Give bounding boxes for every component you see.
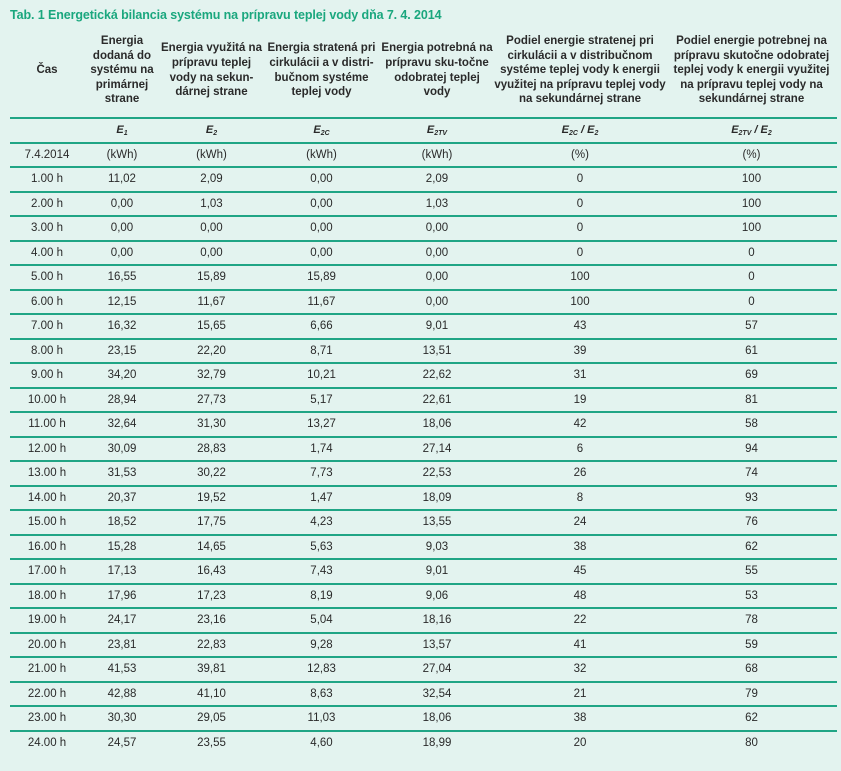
date-cell: 7.4.2014	[10, 143, 84, 168]
e2tv-cell: 13,55	[380, 510, 494, 535]
required-share-cell: 62	[666, 535, 837, 560]
e1-cell: 0,00	[84, 241, 160, 266]
loss-share-cell: 39	[494, 339, 666, 364]
e2-cell: 17,23	[160, 584, 263, 609]
time-cell: 6.00 h	[10, 290, 84, 315]
energy-balance-table	[10, 24, 837, 754]
e2-cell: 2,09	[160, 167, 263, 192]
required-share-cell: 100	[666, 192, 837, 217]
required-share-cell: 78	[666, 608, 837, 633]
e1-cell: 34,20	[84, 363, 160, 388]
table-row	[10, 388, 837, 413]
table-title: Tab. 1 Energetická bilancia systému na prípravu teplej vody dňa 7. 4. 2014	[10, 8, 442, 22]
time-cell: 17.00 h	[10, 559, 84, 584]
loss-share-cell: 41	[494, 633, 666, 658]
header-energy-lost: Energia stratená pri cirkulácii a v distri-bučnom systéme teplej vody	[263, 24, 380, 118]
e2-cell: 11,67	[160, 290, 263, 315]
time-cell: 13.00 h	[10, 461, 84, 486]
required-share-cell: 76	[666, 510, 837, 535]
symbol-cell	[84, 118, 160, 143]
required-share-cell: 0	[666, 265, 837, 290]
e2-cell: 23,16	[160, 608, 263, 633]
e2tv-cell: 22,61	[380, 388, 494, 413]
e2c-cell: 0,00	[263, 241, 380, 266]
loss-share-cell: 45	[494, 559, 666, 584]
e2-cell: 0,00	[160, 241, 263, 266]
e1-cell: 30,09	[84, 437, 160, 462]
required-share-cell: 100	[666, 167, 837, 192]
symbol-subscript: 2C	[568, 129, 578, 137]
loss-share-cell: 22	[494, 608, 666, 633]
symbol-subscript-denominator: 2	[767, 129, 772, 137]
e2-cell: 16,43	[160, 559, 263, 584]
header-time: Čas	[10, 24, 84, 118]
required-share-cell: 69	[666, 363, 837, 388]
e2tv-cell: 9,01	[380, 314, 494, 339]
e1-cell: 16,32	[84, 314, 160, 339]
e1-cell: 28,94	[84, 388, 160, 413]
e2c-cell: 15,89	[263, 265, 380, 290]
e1-cell: 15,28	[84, 535, 160, 560]
e2-cell: 19,52	[160, 486, 263, 511]
table-row	[10, 584, 837, 609]
symbol-main: E	[313, 123, 321, 136]
symbol-cell	[380, 118, 494, 143]
e2tv-cell: 0,00	[380, 241, 494, 266]
e2tv-cell: 18,06	[380, 706, 494, 731]
loss-share-cell: 0	[494, 241, 666, 266]
e1-cell: 11,02	[84, 167, 160, 192]
table-row	[10, 192, 837, 217]
time-cell: 24.00 h	[27, 736, 67, 749]
time-cell: 8.00 h	[10, 339, 84, 364]
e2-cell: 29,05	[160, 706, 263, 731]
table-row	[10, 412, 837, 437]
e2c-cell: 9,28	[263, 633, 380, 658]
loss-share-cell: 0	[494, 167, 666, 192]
unit-cell: (kWh)	[263, 143, 380, 168]
table-row	[10, 510, 837, 535]
required-share-cell: 53	[666, 584, 837, 609]
time-cell: 1.00 h	[10, 167, 84, 192]
header-energy-required: Energia potrebná na prípravu sku-točne odobratej teplej vody	[380, 24, 494, 118]
symbol-cell	[160, 118, 263, 143]
loss-share-cell: 48	[494, 584, 666, 609]
required-share-cell: 59	[666, 633, 837, 658]
symbol-cell	[263, 118, 380, 143]
unit-cell: (kWh)	[160, 143, 263, 168]
e2-cell: 41,10	[160, 682, 263, 707]
required-share-cell: 74	[666, 461, 837, 486]
table-row	[10, 682, 837, 707]
loss-share-cell: 6	[494, 437, 666, 462]
e2tv-cell: 18,16	[380, 608, 494, 633]
symbol-main: E	[731, 123, 739, 136]
symbol-main: E	[426, 123, 435, 136]
e2tv-cell: 13,51	[380, 339, 494, 364]
e2-cell: 22,20	[160, 339, 263, 364]
e2c-cell: 1,74	[263, 437, 380, 462]
e1-cell: 32,64	[84, 412, 160, 437]
e1-cell: 42,88	[84, 682, 160, 707]
header-loss-share: Podiel energie stratenej pri cirkulácii a v distribučnom systéme teplej vody k energii využitej na prípravu teplej vody na sekundárnej strane	[494, 24, 666, 118]
e1-cell: 18,52	[84, 510, 160, 535]
time-cell: 22.00 h	[10, 682, 84, 707]
e1-cell: 23,81	[84, 633, 160, 658]
table-row	[10, 633, 837, 658]
e2-cell: 30,22	[160, 461, 263, 486]
required-share-cell: 58	[666, 412, 837, 437]
time-cell: 15.00 h	[10, 510, 84, 535]
e2-cell: 27,73	[160, 388, 263, 413]
time-cell: 3.00 h	[10, 216, 84, 241]
table-row	[10, 167, 837, 192]
e2tv-cell: 2,09	[380, 167, 494, 192]
table-row	[10, 706, 837, 731]
table-row	[10, 241, 837, 266]
loss-share-cell: 38	[494, 706, 666, 731]
required-share-cell: 0	[666, 241, 837, 266]
time-cell: 16.00 h	[10, 535, 84, 560]
required-share-cell: 55	[666, 559, 837, 584]
symbol-main-denominator: E	[760, 123, 768, 136]
loss-share-cell: 42	[494, 412, 666, 437]
table-row	[10, 216, 837, 241]
loss-share-cell: 0	[494, 192, 666, 217]
loss-share-cell: 0	[494, 216, 666, 241]
e1-cell: 17,13	[84, 559, 160, 584]
required-share-cell: 0	[666, 290, 837, 315]
loss-share-cell: 100	[494, 290, 666, 315]
e2c-cell: 8,19	[263, 584, 380, 609]
table-row	[10, 559, 837, 584]
time-cell: 12.00 h	[10, 437, 84, 462]
e2c-cell: 5,04	[263, 608, 380, 633]
loss-share-cell: 43	[494, 314, 666, 339]
loss-share-cell: 31	[494, 363, 666, 388]
table-row	[10, 486, 837, 511]
symbol-subscript-denominator: 2	[594, 129, 599, 137]
e1-cell: 12,15	[84, 290, 160, 315]
time-cell: 5.00 h	[10, 265, 84, 290]
symbol-subscript: 2C	[320, 129, 330, 137]
e2-cell: 31,30	[160, 412, 263, 437]
e1-cell: 20,37	[84, 486, 160, 511]
time-cell: 2.00 h	[10, 192, 84, 217]
header-required-share: Podiel energie potrebnej na prípravu skutočne odobratej teplej vody k energii využitej na prípravu teplej vody na sekundárnej strane	[666, 24, 837, 118]
table-row	[10, 265, 837, 290]
header-row	[10, 24, 837, 118]
e1-cell: 24,17	[84, 608, 160, 633]
loss-share-cell: 32	[494, 657, 666, 682]
symbol-divider: /	[751, 123, 761, 136]
table-row	[10, 461, 837, 486]
loss-share-cell: 38	[494, 535, 666, 560]
time-cell: 7.00 h	[10, 314, 84, 339]
e2c-cell: 4,23	[263, 510, 380, 535]
table-row	[10, 437, 837, 462]
time-cell: 9.00 h	[10, 363, 84, 388]
required-share-cell: 100	[666, 216, 837, 241]
e2-cell: 14,65	[160, 535, 263, 560]
symbol-cell	[494, 118, 666, 143]
e1-cell: 17,96	[84, 584, 160, 609]
required-share-cell: 94	[666, 437, 837, 462]
loss-share-cell: 20	[573, 736, 587, 749]
e2c-cell: 5,17	[263, 388, 380, 413]
time-cell: 18.00 h	[10, 584, 84, 609]
time-cell: 4.00 h	[10, 241, 84, 266]
e2tv-cell: 9,03	[380, 535, 494, 560]
symbol-cell	[10, 118, 84, 143]
required-share-cell: 93	[666, 486, 837, 511]
e2tv-cell: 27,04	[380, 657, 494, 682]
e2c-cell: 6,66	[263, 314, 380, 339]
e2c-cell: 11,03	[263, 706, 380, 731]
required-share-cell: 57	[666, 314, 837, 339]
table-row	[10, 657, 837, 682]
symbol-main: E	[205, 123, 214, 136]
table-row	[10, 363, 837, 388]
e2-cell: 0,00	[160, 216, 263, 241]
e2tv-cell: 1,03	[380, 192, 494, 217]
table-row	[10, 290, 837, 315]
time-cell: 10.00 h	[10, 388, 84, 413]
e2c-cell: 1,47	[263, 486, 380, 511]
e2c-cell: 10,21	[263, 363, 380, 388]
loss-share-cell: 24	[494, 510, 666, 535]
e2c-cell: 11,67	[263, 290, 380, 315]
e2c-cell: 4,60	[310, 736, 333, 749]
unit-cell: (%)	[666, 143, 837, 168]
required-share-cell: 80	[745, 736, 758, 749]
e2tv-cell: 0,00	[380, 265, 494, 290]
e1-cell: 16,55	[84, 265, 160, 290]
loss-share-cell: 19	[494, 388, 666, 413]
e2-cell: 39,81	[160, 657, 263, 682]
header-energy-used: Energia využitá na prípravu teplej vody na sekun-dárnej strane	[160, 24, 263, 118]
symbol-subscript: 2TV	[738, 129, 752, 137]
table-row	[10, 535, 837, 560]
e2-cell: 17,75	[160, 510, 263, 535]
e2-cell: 15,65	[160, 314, 263, 339]
required-share-cell: 81	[666, 388, 837, 413]
symbol-subscript: 1	[123, 129, 128, 137]
symbol-main-denominator: E	[587, 123, 595, 136]
e2tv-cell: 18,99	[422, 736, 452, 749]
e2c-cell: 0,00	[263, 216, 380, 241]
e2c-cell: 5,63	[263, 535, 380, 560]
time-cell: 14.00 h	[10, 486, 84, 511]
time-cell: 19.00 h	[10, 608, 84, 633]
symbol-divider: /	[577, 123, 588, 136]
e2-cell: 15,89	[160, 265, 263, 290]
e1-cell: 31,53	[84, 461, 160, 486]
loss-share-cell: 21	[494, 682, 666, 707]
e2c-cell: 8,63	[263, 682, 380, 707]
e2tv-cell: 0,00	[380, 216, 494, 241]
e2c-cell: 8,71	[263, 339, 380, 364]
e1-cell: 41,53	[84, 657, 160, 682]
time-cell: 20.00 h	[10, 633, 84, 658]
e1-cell: 23,15	[84, 339, 160, 364]
loss-share-cell: 100	[494, 265, 666, 290]
required-share-cell: 61	[666, 339, 837, 364]
time-cell: 23.00 h	[10, 706, 84, 731]
table-row	[10, 608, 837, 633]
e2-cell: 32,79	[160, 363, 263, 388]
unit-cell: (kWh)	[380, 143, 494, 168]
e2tv-cell: 18,06	[380, 412, 494, 437]
header-energy-supplied: Energia dodaná do systému na primárnej strane	[84, 24, 160, 118]
e2c-cell: 0,00	[263, 167, 380, 192]
e2tv-cell: 9,01	[380, 559, 494, 584]
e1-cell: 24,57	[107, 736, 137, 749]
symbol-cell	[666, 118, 837, 143]
loss-share-cell: 26	[494, 461, 666, 486]
e2tv-cell: 22,53	[380, 461, 494, 486]
e2-cell: 23,55	[197, 736, 226, 749]
symbol-main: E	[116, 123, 124, 136]
symbol-subscript: 2	[213, 129, 218, 137]
symbol-row	[10, 118, 837, 143]
symbol-main: E	[561, 123, 569, 136]
e2-cell: 22,83	[160, 633, 263, 658]
table-row	[10, 731, 837, 755]
e2tv-cell: 32,54	[380, 682, 494, 707]
required-share-cell: 62	[666, 706, 837, 731]
unit-cell: (%)	[494, 143, 666, 168]
e2c-cell: 12,83	[263, 657, 380, 682]
e1-cell: 0,00	[84, 216, 160, 241]
time-cell: 11.00 h	[10, 412, 84, 437]
unit-cell: (kWh)	[84, 143, 160, 168]
time-cell: 21.00 h	[10, 657, 84, 682]
table-row	[10, 314, 837, 339]
e2c-cell: 7,73	[263, 461, 380, 486]
e2-cell: 28,83	[160, 437, 263, 462]
e2tv-cell: 22,62	[380, 363, 494, 388]
e2tv-cell: 13,57	[380, 633, 494, 658]
required-share-cell: 68	[666, 657, 837, 682]
e2tv-cell: 18,09	[380, 486, 494, 511]
e2-cell: 1,03	[160, 192, 263, 217]
e2c-cell: 13,27	[263, 412, 380, 437]
e2c-cell: 7,43	[263, 559, 380, 584]
loss-share-cell: 8	[494, 486, 666, 511]
e1-cell: 30,30	[84, 706, 160, 731]
e2tv-cell: 27,14	[380, 437, 494, 462]
required-share-cell: 79	[666, 682, 837, 707]
e2c-cell: 0,00	[263, 192, 380, 217]
units-row	[10, 143, 837, 168]
table-row	[10, 339, 837, 364]
e2tv-cell: 9,06	[380, 584, 494, 609]
e1-cell: 0,00	[84, 192, 160, 217]
symbol-subscript: 2TV	[434, 129, 448, 137]
e2tv-cell: 0,00	[380, 290, 494, 315]
